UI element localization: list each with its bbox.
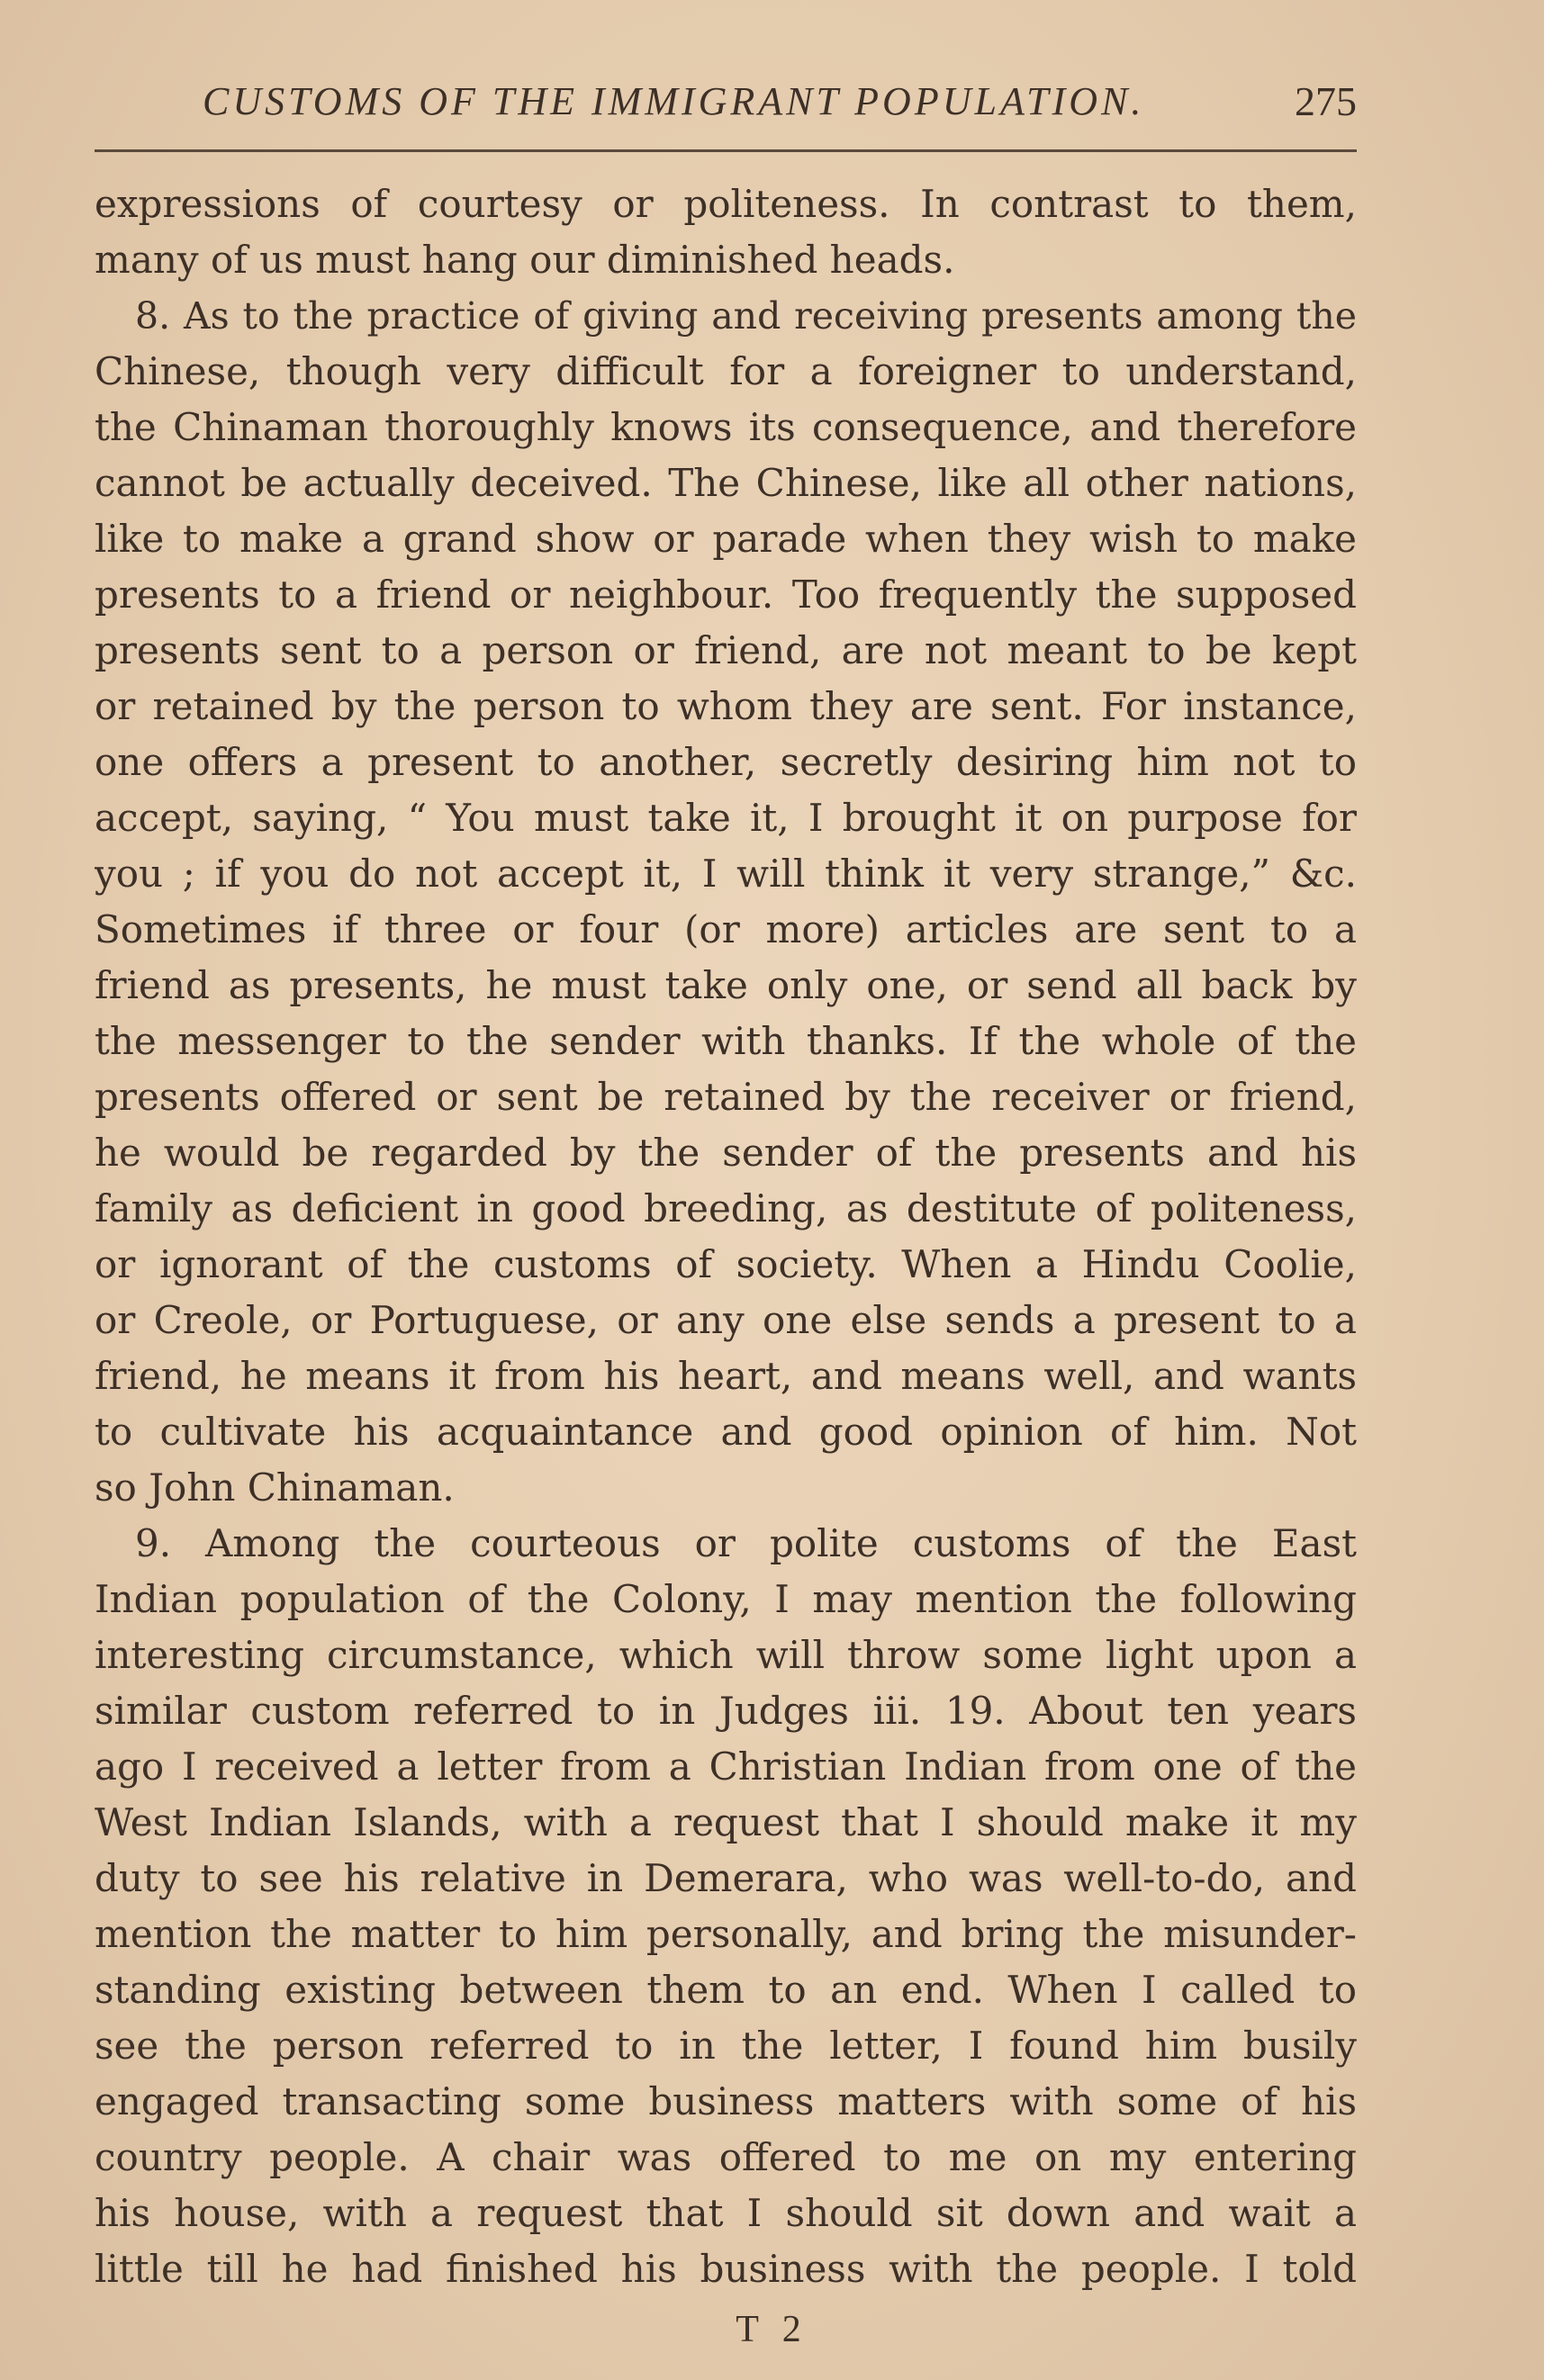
text-line: Chinese, though very difficult for a foreigner to understand, — [95, 349, 1357, 393]
text-line: he would be regarded by the sender of the presents and his — [95, 1131, 1357, 1175]
text-line: mention the matter to him personally, and bring the misunder- — [95, 1912, 1357, 1956]
text-line: or retained by the person to whom they are sent. For instance, — [95, 684, 1357, 728]
text-line: 8. As to the practice of giving and receiving presents among the — [135, 294, 1357, 338]
text-line: friend as presents, he must take only one, or send all back by — [95, 963, 1357, 1007]
text-line: duty to see his relative in Demerara, who was well-to-do, and — [95, 1856, 1357, 1900]
text-line: the messenger to the sender with thanks. If the whole of the — [95, 1019, 1357, 1063]
text-line: Indian population of the Colony, I may mention the following — [95, 1577, 1357, 1621]
text-line: presents offered or sent be retained by the receiver or friend, — [95, 1075, 1357, 1119]
text-line: accept, saying, “ You must take it, I brought it on purpose for — [95, 796, 1357, 840]
text-line: ago I received a letter from a Christian Indian from one of the — [95, 1744, 1357, 1789]
text-line: similar custom referred to in Judges iii. 19. About ten years — [95, 1689, 1357, 1733]
text-line: expressions of courtesy or politeness. In contrast to them, — [95, 182, 1357, 226]
text-line: many of us must hang our diminished heads. — [95, 238, 955, 282]
text-line: standing existing between them to an end. When I called to — [95, 1968, 1357, 2012]
text-line: see the person referred to in the letter, I found him busily — [95, 2024, 1357, 2068]
body-text — [95, 176, 1357, 2297]
text-line: so John Chinaman. — [95, 1465, 455, 1510]
text-line: one offers a present to another, secretly desiring him not to — [95, 740, 1357, 784]
text-line: little till he had finished his business with the people. I told — [95, 2247, 1357, 2291]
text-line: presents sent to a person or friend, are not meant to be kept — [95, 628, 1357, 672]
text-line: or Creole, or Portuguese, or any one else sends a present to a — [95, 1298, 1357, 1342]
text-line: his house, with a request that I should sit down and wait a — [95, 2191, 1357, 2235]
text-line: you ; if you do not accept it, I will think it very strange,” &c. — [95, 852, 1357, 896]
text-line: engaged transacting some business matters with some of his — [95, 2079, 1357, 2123]
text-line: or ignorant of the customs of society. When a Hindu Coolie, — [95, 1242, 1357, 1286]
text-line: to cultivate his acquaintance and good opinion of him. Not — [95, 1410, 1357, 1454]
text-line: friend, he means it from his heart, and means well, and wants — [95, 1354, 1357, 1398]
text-line: country people. A chair was offered to me on my entering — [95, 2135, 1357, 2179]
text-line: like to make a grand show or parade when they wish to make — [95, 517, 1357, 561]
text-line: interesting circumstance, which will throw some light upon a — [95, 1633, 1357, 1677]
text-line: Sometimes if three or four (or more) articles are sent to a — [95, 907, 1357, 951]
text-line: presents to a friend or neighbour. Too frequently the supposed — [95, 572, 1357, 617]
running-title: CUSTOMS OF THE IMMIGRANT POPULATION. — [203, 79, 1145, 123]
signature-mark: T 2 — [736, 2309, 808, 2350]
text-line: the Chinaman thoroughly knows its consequence, and therefore — [95, 405, 1357, 449]
page-number: 275 — [1295, 78, 1357, 124]
running-head — [95, 70, 1357, 133]
text-line: West Indian Islands, with a request that I should make it my — [95, 1800, 1357, 1844]
header-rule — [95, 149, 1357, 152]
text-line: cannot be actually deceived. The Chinese, like all other nations, — [95, 461, 1357, 505]
text-line: family as deficient in good breeding, as destitute of politeness, — [95, 1186, 1357, 1231]
text-line: 9. Among the courteous or polite customs of the East — [135, 1521, 1357, 1565]
